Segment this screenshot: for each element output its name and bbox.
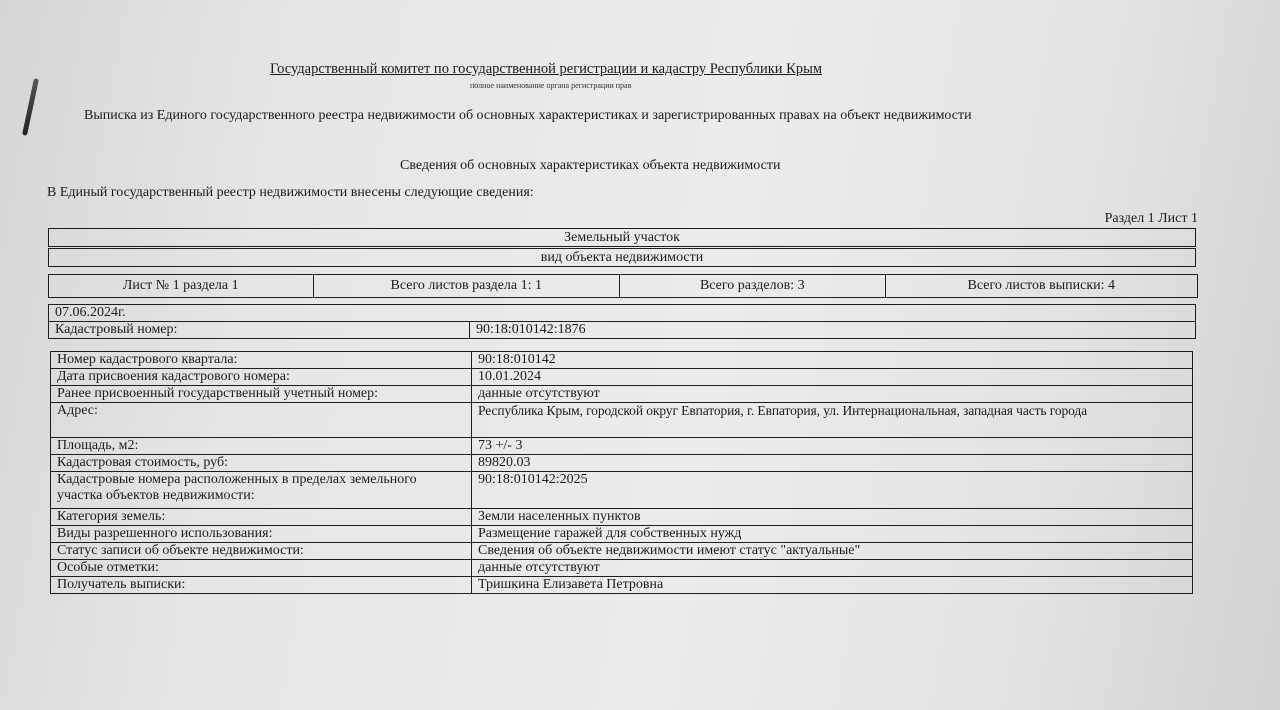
- row-label: Категория земель:: [51, 509, 472, 526]
- characteristics-table: [50, 351, 1193, 594]
- row-value: данные отсутствуют: [472, 560, 1193, 577]
- row-value: 90:18:010142:2025: [472, 472, 1193, 509]
- cadastral-number-label: Кадастровый номер:: [49, 322, 470, 339]
- row-label: Кадастровая стоимость, руб:: [51, 455, 472, 472]
- row-value: 89820.03: [472, 455, 1193, 472]
- row-label: Особые отметки:: [51, 560, 472, 577]
- row-value: 73 +/- 3: [472, 438, 1193, 455]
- org-caption: полное наименование органа регистрации прав: [470, 81, 632, 90]
- section-sheet-count: Всего листов раздела 1: 1: [314, 275, 620, 297]
- pen-mark: [22, 78, 39, 136]
- row-value: 10.01.2024: [472, 369, 1193, 386]
- row-value: Тришкина Елизавета Петровна: [472, 577, 1193, 594]
- table-row: [51, 472, 1193, 509]
- section-title: Сведения об основных характеристиках объекта недвижимости: [400, 158, 781, 173]
- row-value: 90:18:010142: [472, 352, 1193, 369]
- row-label: Адрес:: [51, 403, 472, 438]
- object-type: Земельный участок: [48, 228, 1196, 247]
- row-label: Площадь, м2:: [51, 438, 472, 455]
- row-label: Дата присвоения кадастрового номера:: [51, 369, 472, 386]
- sheet-number: Лист № 1 раздела 1: [49, 275, 314, 297]
- sheet-info-row: [48, 274, 1198, 298]
- row-label: Кадастровые номера расположенных в пределах земельного участка объектов недвижимости:: [51, 472, 472, 509]
- row-label: Получатель выписки:: [51, 577, 472, 594]
- cadastral-header-table: [48, 304, 1196, 339]
- row-label: Статус записи об объекте недвижимости:: [51, 543, 472, 560]
- table-row: [51, 577, 1193, 594]
- table-row: [51, 509, 1193, 526]
- table-row: [51, 386, 1193, 403]
- document-title: Выписка из Единого государственного реестра недвижимости об основных характеристиках и зарегистрированных правах на объект недвижимости: [84, 108, 972, 123]
- table-row: [51, 369, 1193, 386]
- total-sheet-count: Всего листов выписки: 4: [967, 278, 1115, 293]
- table-row: [51, 526, 1193, 543]
- cadastral-number-value: 90:18:010142:1876: [470, 322, 1196, 339]
- row-label: Ранее присвоенный государственный учетный номер:: [51, 386, 472, 403]
- section-reference: Раздел 1 Лист 1: [1104, 211, 1198, 226]
- row-value: Земли населенных пунктов: [472, 509, 1193, 526]
- row-value: Республика Крым, городской округ Евпатория, г. Евпатория, ул. Интернациональная, западная часть города: [472, 403, 1193, 438]
- object-type-caption: вид объекта недвижимости: [48, 248, 1196, 267]
- table-row: [51, 455, 1193, 472]
- row-value: Размещение гаражей для собственных нужд: [472, 526, 1193, 543]
- section-count: Всего разделов: 3: [620, 275, 886, 297]
- row-label: Виды разрешенного использования:: [51, 526, 472, 543]
- intro-text: В Единый государственный реестр недвижимости внесены следующие сведения:: [47, 185, 534, 200]
- table-row: [51, 560, 1193, 577]
- table-row: [51, 438, 1193, 455]
- org-name: Государственный комитет по государственной регистрации и кадастру Республики Крым: [270, 61, 823, 77]
- table-row: [51, 352, 1193, 369]
- table-row: [51, 403, 1193, 438]
- table-row: [51, 543, 1193, 560]
- row-value: Сведения об объекте недвижимости имеют статус "актуальные": [472, 543, 1193, 560]
- extract-date: 07.06.2024г.: [49, 305, 1196, 322]
- row-value: данные отсутствуют: [472, 386, 1193, 403]
- row-label: Номер кадастрового квартала:: [51, 352, 472, 369]
